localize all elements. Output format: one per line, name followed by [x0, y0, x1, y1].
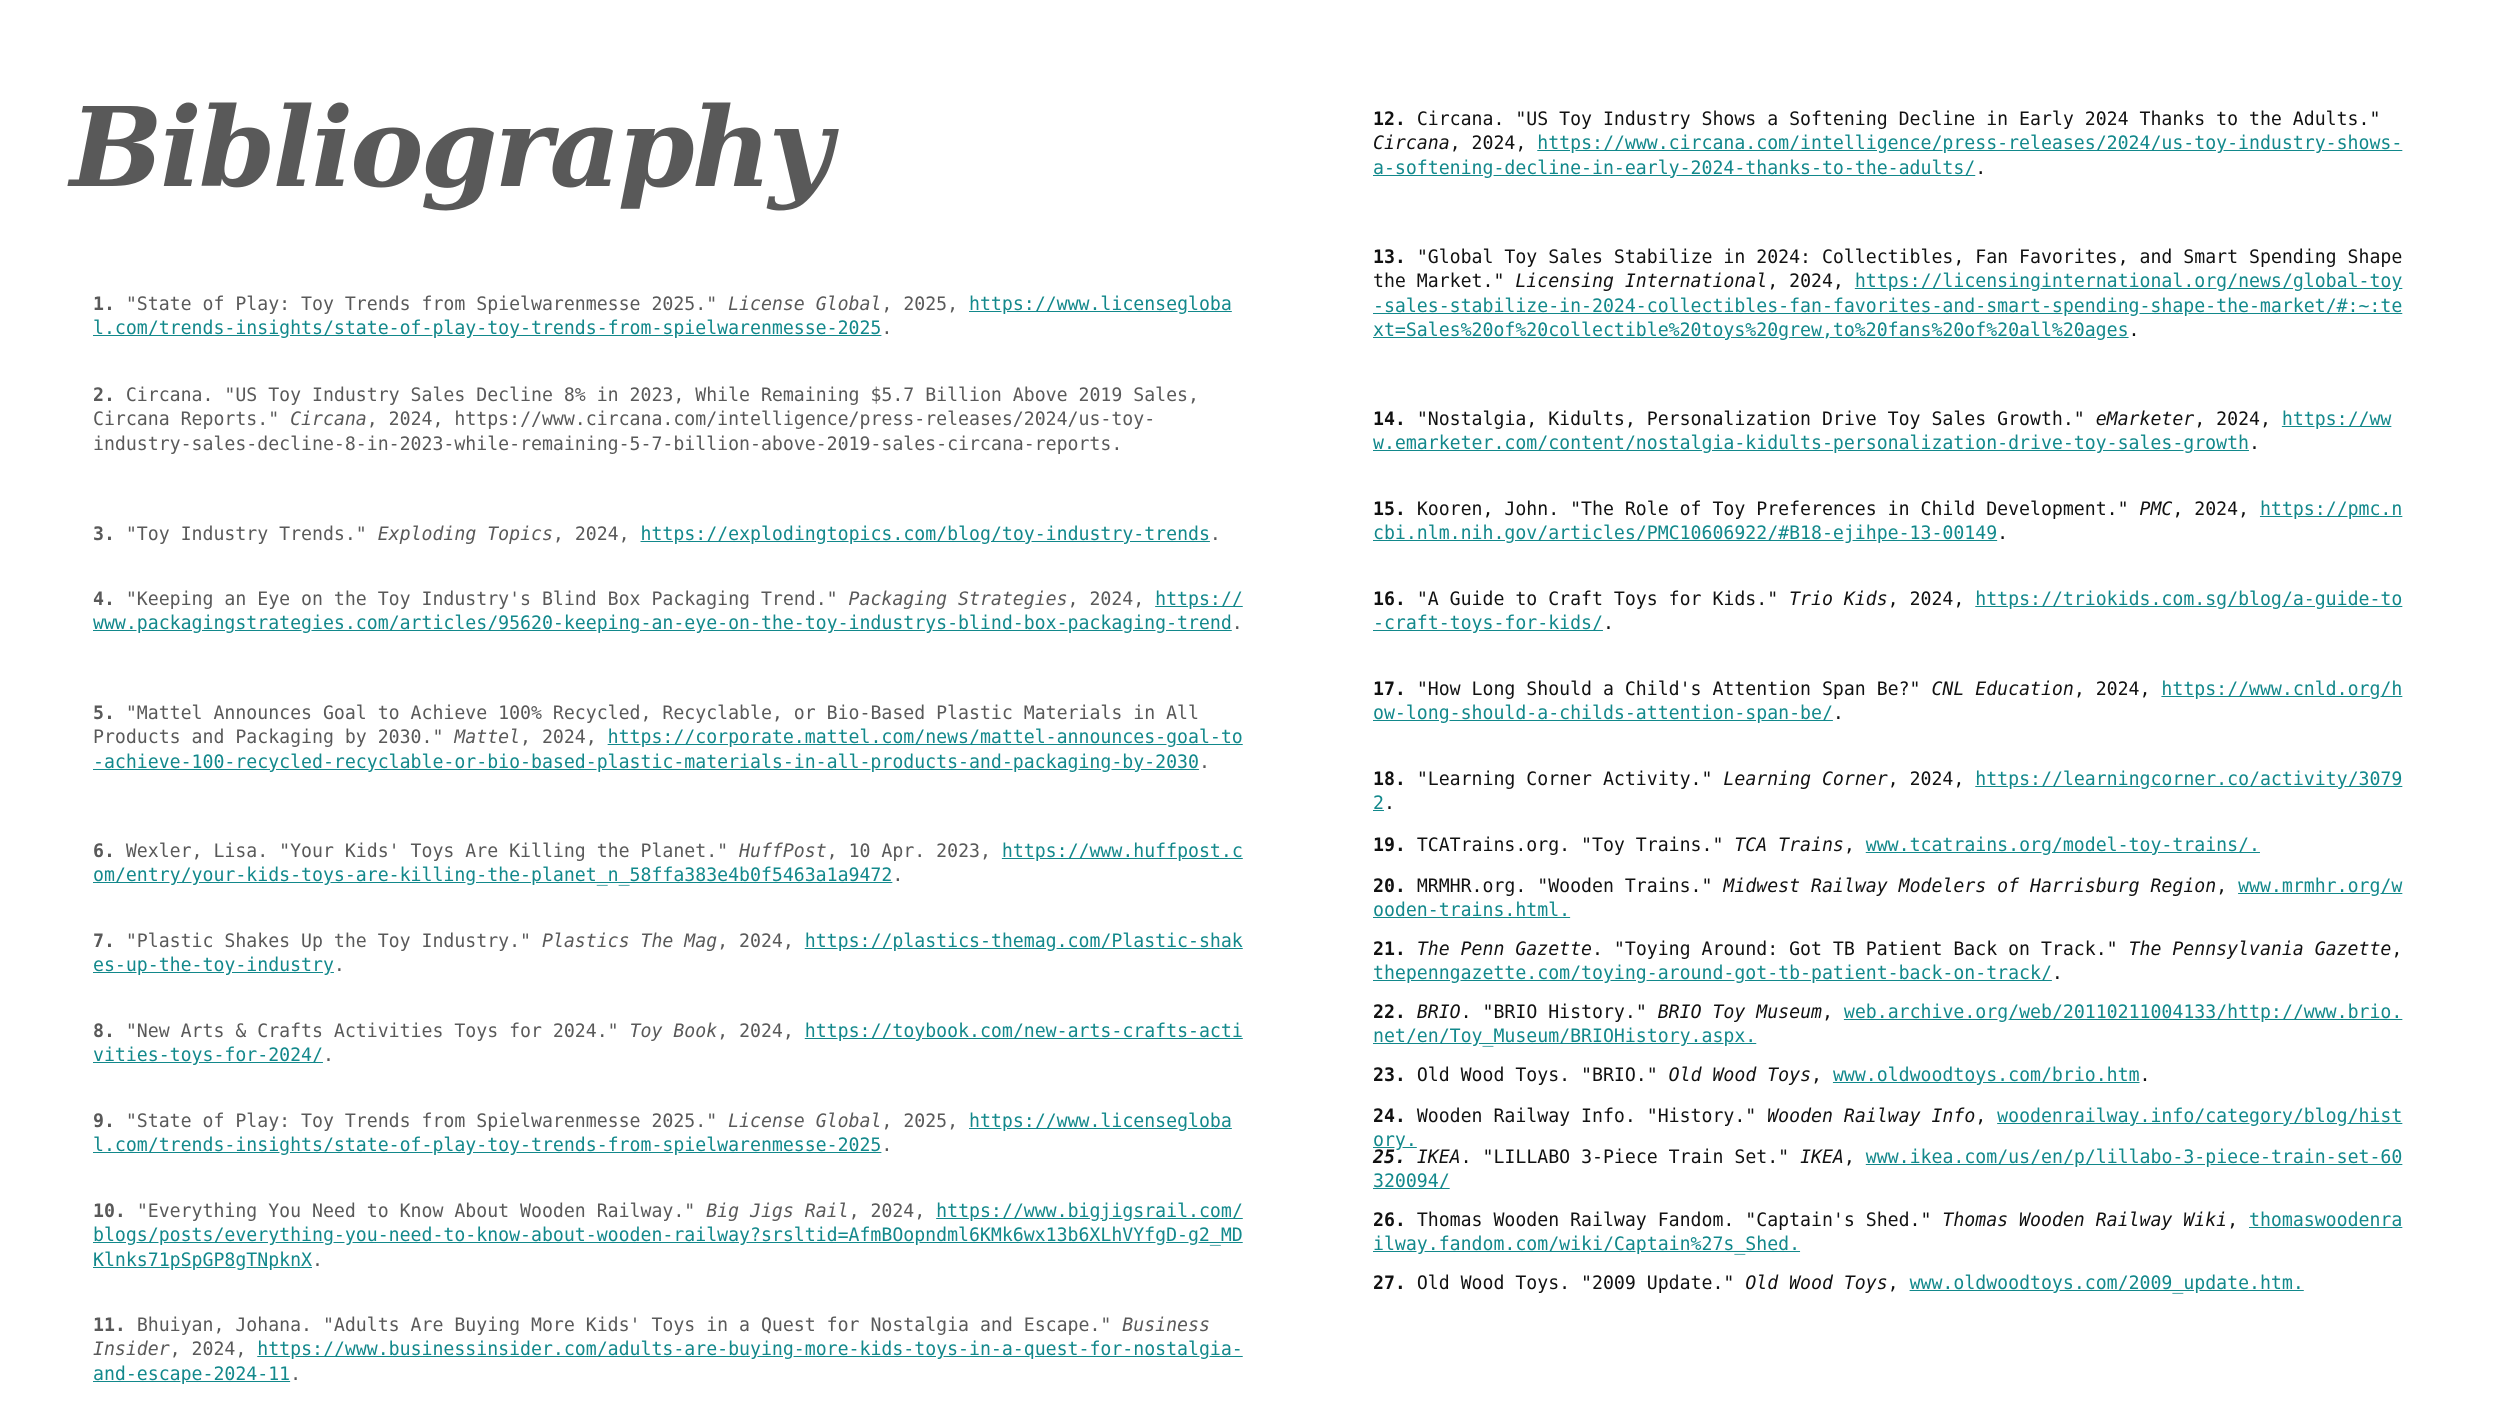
- citation-end: .: [1997, 523, 2009, 545]
- citation-link[interactable]: https://triokids.com.sg/blog/a-guide-to-craft-toys-for-kids/: [1373, 589, 2403, 635]
- citation-text: ,: [1975, 1106, 1998, 1127]
- citation-end: .: [1832, 703, 1844, 725]
- citation-text: "State of Play: Toy Trends from Spielwarenmesse 2025.": [125, 294, 729, 315]
- publication: Wooden Railway Info: [1767, 1106, 1976, 1127]
- citation-text: ,: [1843, 1147, 1866, 1168]
- citation-number: 2.: [93, 385, 115, 406]
- citation-text: , 2024,: [552, 524, 641, 545]
- citation-text: ,: [2391, 939, 2403, 960]
- citation-15: [1373, 498, 2403, 547]
- citation-text: , 2024,: [717, 1021, 805, 1042]
- citation-text: "State of Play: Toy Trends from Spielwarenmesse 2025.": [125, 1111, 729, 1132]
- citation-3: [93, 523, 1253, 547]
- publication: eMarketer: [2095, 409, 2195, 430]
- citation-2: [93, 384, 1253, 457]
- citation-text: "Global Toy Sales Stabilize in 2024: Collectibles, Fan Favorites, and Smart Spending Shape the Market.": [1373, 247, 2403, 293]
- citation-link[interactable]: www.ikea.com/us/en/p/lillabo-3-piece-train-set-60320094/: [1373, 1147, 2403, 1193]
- publication: Old Wood Toys: [1745, 1273, 1888, 1294]
- citation-text: Thomas Wooden Railway Fandom. "Captain's Shed.": [1416, 1210, 1943, 1231]
- citation-end: .: [2139, 1065, 2151, 1086]
- citation-text: "New Arts & Crafts Activities Toys for 2024.": [125, 1021, 630, 1042]
- citation-text: "Keeping an Eye on the Toy Industry's Blind Box Packaging Trend.": [125, 589, 849, 610]
- citation-26: [1373, 1209, 2403, 1258]
- citation-link[interactable]: thepenngazette.com/toying-around-got-tb-patient-back-on-track/: [1373, 963, 2052, 985]
- citation-17: [1373, 678, 2403, 727]
- citation-number: 19.: [1373, 835, 1406, 856]
- publication: Plastics The Mag: [541, 931, 718, 952]
- citation-text: . "BRIO History.": [1460, 1002, 1658, 1023]
- citation-19: [1373, 834, 2403, 858]
- citation-text: Old Wood Toys. "BRIO.": [1416, 1065, 1669, 1086]
- citation-text: "Plastic Shakes Up the Toy Industry.": [125, 931, 542, 952]
- citation-number: 20.: [1373, 876, 1406, 897]
- citation-text: Old Wood Toys. "2009 Update.": [1416, 1273, 1746, 1294]
- citation-link[interactable]: https://toybook.com/new-arts-crafts-activities-toys-for-2024/: [93, 1021, 1243, 1067]
- citation-7: [93, 930, 1253, 979]
- citation-text: . "Toying Around: Got TB Patient Back on Track.": [1592, 939, 2129, 960]
- citation-8: [93, 1020, 1253, 1069]
- publication: Toy Book: [629, 1021, 718, 1042]
- citation-link[interactable]: https://www.licenseglobal.com/trends-insights/state-of-play-toy-trends-from-spielwarenmesse-2025: [93, 1111, 1232, 1157]
- citation-text: , 2024,: [1887, 589, 1976, 610]
- citation-text: , 2024,: [1887, 769, 1976, 790]
- citation-end: .: [312, 1249, 323, 1271]
- citation-text: "Nostalgia, Kidults, Personalization Drive Toy Sales Growth.": [1416, 409, 2096, 430]
- citation-link[interactable]: www.mrmhr.org/wooden-trains.html.: [1373, 876, 2403, 922]
- citation-end: .: [1602, 613, 1614, 635]
- citation-text: "Mattel Announces Goal to Achieve 100% Recycled, Recyclable, or Bio-Based Plastic Materials in All Products and Packaging by 2030.": [93, 703, 1199, 749]
- citation-text: ,: [1821, 1002, 1844, 1023]
- citation-text: "A Guide to Craft Toys for Kids.": [1416, 589, 1790, 610]
- publication: Thomas Wooden Railway Wiki: [1942, 1210, 2228, 1231]
- citation-end: .: [881, 318, 893, 340]
- citation-text: Circana. "US Toy Industry Sales Decline 8% in 2023, While Remaining $5.7 Billion Above 2019 Sales, Circana Reports.": [93, 385, 1199, 431]
- publication: IKEA: [1416, 1147, 1461, 1168]
- citation-link[interactable]: www.tcatrains.org/model-toy-trains/.: [1865, 835, 2260, 856]
- citation-text: "Toy Industry Trends.": [125, 524, 378, 545]
- publication: Learning Corner: [1723, 769, 1888, 790]
- publication: PMC: [2139, 499, 2173, 520]
- publication: Circana: [1373, 133, 1450, 155]
- citation-text: , 2025,: [881, 294, 970, 315]
- citation-end: .: [290, 1363, 302, 1385]
- citation-text: Wexler, Lisa. "Your Kids' Toys Are Killing the Planet.": [125, 841, 740, 862]
- citation-text: "How Long Should a Child's Attention Span Be?": [1416, 679, 1932, 700]
- publication: IKEA: [1800, 1147, 1844, 1168]
- citation-link[interactable]: https://corporate.mattel.com/news/mattel-announces-goal-to-achieve-100-recycled-recyclable-or-bio-based-plastic-materials-in-all-products-and-packaging-by-2030: [93, 727, 1243, 773]
- citation-text: ,: [1887, 1273, 1910, 1294]
- citation-1: [93, 293, 1253, 342]
- citation-text: MRMHR.org. "Wooden Trains.": [1416, 876, 1724, 897]
- citation-number: 1.: [93, 294, 115, 315]
- citation-link[interactable]: woodenrailway.info/category/blog/history.: [1373, 1106, 2403, 1152]
- citation-text: , 2024,: [2194, 409, 2282, 430]
- citation-number: 25.: [1373, 1147, 1406, 1168]
- citation-number: 8.: [93, 1021, 115, 1042]
- citation-text: , 2024,: [1449, 133, 1538, 155]
- citation-20: [1373, 875, 2403, 924]
- citation-text: ,: [1811, 1065, 1833, 1086]
- citation-link[interactable]: thomaswoodenrailway.fandom.com/wiki/Captain%27s_Shed.: [1373, 1210, 2403, 1256]
- citation-end: .: [1975, 157, 1987, 179]
- citation-text: , 2024,: [717, 931, 805, 952]
- citation-number: 21.: [1373, 939, 1406, 960]
- publication: Midwest Railway Modelers of Harrisburg Region: [1723, 876, 2217, 897]
- citation-link[interactable]: https://www.businessinsider.com/adults-are-buying-more-kids-toys-in-a-quest-for-nostalgia-and-escape-2024-11: [93, 1339, 1243, 1385]
- citation-number: 4.: [93, 589, 115, 610]
- citation-text: Kooren, John. "The Role of Toy Preferences in Child Development.": [1416, 499, 2140, 520]
- citation-text: , 2025,: [881, 1111, 970, 1132]
- citation-25: [1373, 1146, 2403, 1195]
- publication: Business Insider: [93, 1315, 1210, 1361]
- citation-number: 16.: [1373, 589, 1406, 610]
- publication: The Penn Gazette: [1416, 939, 1593, 960]
- citation-link[interactable]: www.oldwoodtoys.com/2009_update.htm.: [1909, 1273, 2304, 1294]
- publication: Exploding Topics: [377, 524, 553, 545]
- citation-number: 5.: [93, 703, 115, 724]
- citation-number: 14.: [1373, 409, 1406, 430]
- citation-text: , 2024,: [848, 1201, 937, 1222]
- publication: Mattel: [454, 727, 521, 749]
- publication: Circana: [290, 409, 367, 431]
- publication: The Pennsylvania Gazette: [2128, 939, 2392, 960]
- citation-link[interactable]: web.archive.org/web/20110211004133/http://www.brio.net/en/Toy_Museum/BRIOHistory.aspx.: [1373, 1002, 2403, 1048]
- citation-number: 7.: [93, 931, 115, 952]
- citation-text: ,: [2227, 1210, 2250, 1231]
- citation-text: Wooden Railway Info. "History.": [1416, 1106, 1768, 1127]
- citation-text: , 2024,: [2073, 679, 2162, 700]
- citation-number: 10.: [93, 1201, 126, 1222]
- citation-end: .: [892, 865, 904, 887]
- citation-text: Circana. "US Toy Industry Shows a Softening Decline in Early 2024 Thanks to the Adults.": [1416, 109, 2381, 130]
- citation-number: 9.: [93, 1111, 115, 1132]
- citation-12: [1373, 108, 2403, 181]
- publication: License Global: [728, 1111, 882, 1132]
- citation-number: 26.: [1373, 1210, 1406, 1231]
- citation-number: 6.: [93, 841, 115, 862]
- citation-text: , 2024,: [2172, 499, 2260, 520]
- citation-number: 15.: [1373, 499, 1406, 520]
- citation-text: "Everything You Need to Know About Wooden Railway.": [136, 1201, 707, 1222]
- citation-link[interactable]: https://www.emarketer.com/content/nostalgia-kidults-personalization-drive-toy-sales-growth: [1373, 409, 2392, 455]
- citation-number: 11.: [93, 1315, 126, 1336]
- citation-end: .: [881, 1135, 893, 1157]
- citation-text: , 2024,: [169, 1339, 258, 1361]
- citation-text: , 10 Apr. 2023,: [826, 841, 1002, 862]
- citation-link[interactable]: https://www.circana.com/intelligence/press-releases/2024/us-toy-industry-shows-a-softening-decline-in-early-2024-thanks-to-the-adults/: [1373, 133, 2403, 179]
- citation-22: [1373, 1001, 2403, 1050]
- citation-number: 18.: [1373, 769, 1406, 790]
- citation-number: 22.: [1373, 1002, 1406, 1023]
- citation-number: 27.: [1373, 1273, 1406, 1294]
- citation-link[interactable]: www.oldwoodtoys.com/brio.htm: [1832, 1065, 2140, 1086]
- citation-6: [93, 840, 1253, 889]
- citation-text: , 2024, https://www.circana.com/intelligence/press-releases/2024/us-toy-industry-sales-decline-8-in-2023-while-remaining-5-7-billion-above-2019-sales-circana-reports.: [93, 409, 1156, 455]
- citation-end: .: [1231, 613, 1243, 635]
- citation-link[interactable]: https://plastics-themag.com/Plastic-shakes-up-the-toy-industry: [93, 931, 1243, 977]
- citation-text: ,: [2216, 876, 2239, 897]
- citation-text: ,: [1843, 835, 1866, 856]
- citation-link[interactable]: https://explodingtopics.com/blog/toy-industry-trends: [640, 524, 1210, 545]
- citation-text: , 2024,: [1067, 589, 1156, 610]
- citation-end: .: [1209, 524, 1221, 545]
- citation-end: .: [2128, 319, 2140, 341]
- citation-5: [93, 702, 1253, 775]
- citation-text: . "LILLABO 3-Piece Train Set.": [1460, 1147, 1801, 1168]
- citation-4: [93, 588, 1253, 637]
- citation-number: 23.: [1373, 1065, 1406, 1086]
- citation-text: "Learning Corner Activity.": [1416, 769, 1724, 790]
- citation-27: [1373, 1272, 2403, 1296]
- publication: CNL Education: [1931, 679, 2074, 700]
- citation-14: [1373, 408, 2403, 457]
- citation-text: , 2024,: [1767, 271, 1855, 293]
- citation-13: [1373, 246, 2403, 343]
- citation-link[interactable]: https://licensinginternational.org/news/global-toy-sales-stabilize-in-2024-collectibles-fan-favorites-and-smart-spending-shape-the-market/#:~:text=Sales%20of%20collectible%20toys%20grew,to%20fans%20of%20all%20ages: [1373, 271, 2403, 341]
- citation-number: 12.: [1373, 109, 1406, 130]
- citation-end: .: [1383, 793, 1395, 815]
- citation-number: 24.: [1373, 1106, 1406, 1127]
- citation-end: .: [2248, 433, 2260, 455]
- citation-text: TCATrains.org. "Toy Trains.": [1416, 835, 1735, 856]
- citation-link[interactable]: https://pmc.ncbi.nlm.nih.gov/articles/PMC10606922/#B18-ejihpe-13-00149: [1373, 499, 2403, 545]
- publication: Big Jigs Rail: [706, 1201, 849, 1222]
- citation-11: [93, 1314, 1253, 1387]
- citation-text: Bhuiyan, Johana. "Adults Are Buying More Kids' Toys in a Quest for Nostalgia and Escape.": [136, 1315, 1123, 1336]
- page-title: Bibliography: [70, 83, 830, 212]
- citation-end: .: [2051, 963, 2063, 985]
- publication: Licensing International: [1515, 271, 1768, 293]
- publication: Packaging Strategies: [848, 589, 1068, 610]
- citation-link[interactable]: https://www.cnld.org/how-long-should-a-childs-attention-span-be/: [1373, 679, 2403, 725]
- citation-number: 17.: [1373, 679, 1406, 700]
- citation-9: [93, 1110, 1253, 1159]
- citation-link[interactable]: https://www.licenseglobal.com/trends-insights/state-of-play-toy-trends-from-spielwarenmesse-2025: [93, 294, 1232, 340]
- citation-21: [1373, 938, 2403, 987]
- citation-16: [1373, 588, 2403, 637]
- citation-text: , 2024,: [520, 727, 608, 749]
- citation-link[interactable]: https://learningcorner.co/activity/30792: [1373, 769, 2403, 815]
- citation-23: [1373, 1064, 2403, 1088]
- citation-end: .: [1198, 751, 1210, 773]
- publication: BRIO Toy Museum: [1657, 1002, 1822, 1023]
- citation-18: [1373, 768, 2403, 817]
- publication: Trio Kids: [1789, 589, 1888, 610]
- citation-end: .: [333, 955, 345, 977]
- publication: HuffPost: [739, 841, 827, 862]
- publication: BRIO: [1416, 1002, 1461, 1023]
- citation-10: [93, 1200, 1253, 1273]
- publication: Old Wood Toys: [1668, 1065, 1812, 1086]
- publication: TCA Trains: [1734, 835, 1844, 856]
- publication: License Global: [728, 294, 882, 315]
- citation-link[interactable]: https://www.bigjigsrail.com/blogs/posts/everything-you-need-to-know-about-wooden-railway?srsltid=AfmBOopndml6KMk6wx13b6XLhVYfgD-g2_MDKlnks71pSpGP8gTNpknX: [93, 1201, 1243, 1271]
- citation-link[interactable]: https://www.huffpost.com/entry/your-kids-toys-are-killing-the-planet_n_58ffa383e4b0f5463a1a9472: [93, 841, 1243, 887]
- citation-end: .: [322, 1045, 334, 1067]
- citation-number: 13.: [1373, 247, 1406, 268]
- citation-number: 3.: [93, 524, 115, 545]
- citation-link[interactable]: https://www.packagingstrategies.com/articles/95620-keeping-an-eye-on-the-toy-industrys-blind-box-packaging-trend: [93, 589, 1243, 635]
